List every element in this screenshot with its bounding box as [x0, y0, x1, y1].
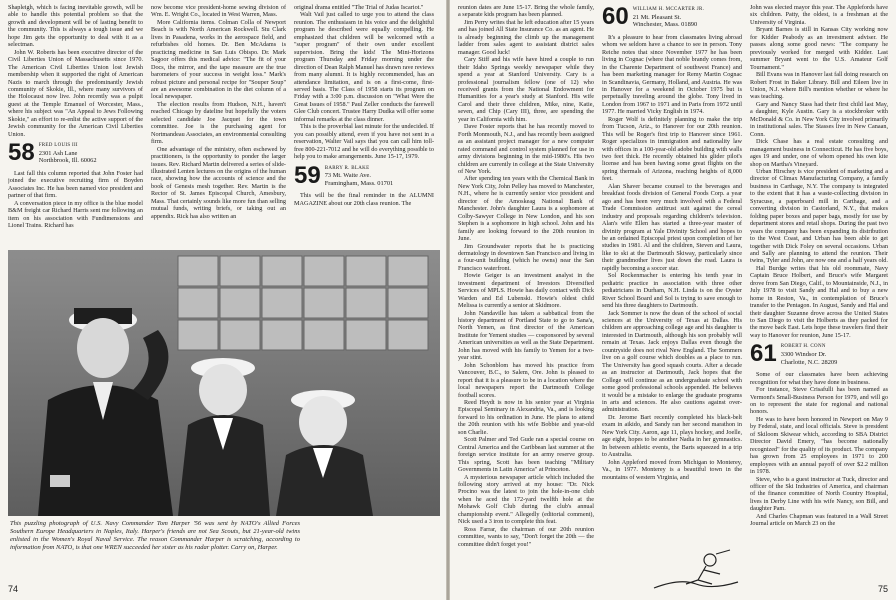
commander-harper-photo: [8, 250, 440, 516]
text-paragraph: Jack Sommer is now the dean of the school of social sciences at the University of Texas at Dallas. His children are approaching college age and his daughter is interested in Dartmouth, although his son probably will remain at Texas. Jack enjoys Dallas even though the countryside does not rival New England. The Sommers live on a golf course which doubles as a place to run. The University has good squash courts. After a decade as an instructor at Dartmouth, Jack hopes that the College will continue as an undergraduate school with some good professional schools appended. He believes it would be a mistake to enlarge the graduate programs in arts and sciences. He also cautions against over-administration.: [602, 309, 742, 414]
class-secretary-address: [39, 142, 97, 165]
address-line: Framingham, Mass. 01701: [324, 179, 394, 187]
text-paragraph: Last fall this column reported that John Foster had joined the executive recruiting firm of Boyden Associates Inc. He has been named vice president and partner of that firm.: [8, 169, 143, 200]
text-paragraph: Reed Heydt is now in his senior year at Virginia Episcopal Seminary in Alexandria, Va., and is looking forward to his ordination in June. He plans to attend the 20th reunion with his wife Bobbie and year-old son Charlie.: [458, 399, 594, 436]
class-year-number: 60: [602, 4, 629, 30]
class-secretary-address: [781, 343, 838, 366]
text-paragraph: Howie Geiger is an investment analyst in the investment department of Investors Diversified Services of MPLS. Howie has daily contact with Dick Warden and Ed Lubenski. Howie's oldest child Melissa is currently a senior at Skidmore.: [458, 272, 594, 310]
text-paragraph: Hal Burdge writes that his old roommate, Navy Captain Bruce Holbert, and Bruce's wife Margaret drove from San Diego, Calif., to Mountainside, N.J., in July 1978 to visit Sandy and Hal and to buy a new home in Reston, Va., in contemplation of Bruce's transfer to the Pentagon. In August, Sandy and Hal and their daughter Suzanne drove across the United States to San Diego to visit the Holberts as they packed for the move back East. Lets hope these travelers find their way to Hanover for reunion, June 15-17.: [750, 264, 888, 339]
address-line: 73 Mt. Waite Ave.: [324, 172, 371, 180]
text-paragraph: And Charles Chapman was featured in a Wall Street Journal article on March 23 on the: [750, 512, 888, 528]
text-paragraph: Dr. Jerome Bart recently completed his black-belt exam in aikido, and Sandy ran her second marathon in New York City. Aaron, age 11, plays hockey, and Joelle, age eight, hopes to be another Nadia in her gymnastics. In between athletic events, the Barts squeezed in a trip to Australia.: [602, 413, 742, 459]
text-paragraph: This will be the final reminder in the ALUMNI MAGAZINE about our 20th class reunion. The: [294, 192, 434, 207]
text-paragraph: For instance, Steve Crisafulli has been named as Vermont's Small-Business Person for 1979, and will go on to represent the state for regional and national honors.: [750, 386, 888, 416]
text-paragraph: John was elected mayor this year. The Applefords have six children. Patty, the oldest, is a freshman at the University of Virginia.: [750, 4, 888, 26]
sketch-illustration: [650, 548, 742, 592]
text-paragraph: Alan Shaver became counsel to the beverages and breakfast foods division of General Foods Corp. a year ago and has been very much involved with a Federal Trade Commission antitrust suit against the cereal industry and proposals regarding children's television. Alan's wife Ellen has started a three-year master of divinity program at Yale Divinity School and hopes to be an ordained Episcopal priest upon completion of her studies in 1981. Al and the children, Steven and Laura, like to ski at the Dartmouth Skiway, particularly since their grandmother lives just down the road. Laura is rapidly becoming a soccer star.: [602, 182, 742, 272]
right-column-3: [750, 4, 888, 584]
right-column-1: [458, 4, 594, 564]
text-paragraph: Some of our classmates have been achieving recognition for what they have done in business.: [750, 371, 888, 386]
text-paragraph: After spending ten years with the Chemical Bank in New York City, John Pelley has moved to Manchester, N.H., where he is currently senior vice president and director of the Amoskeag National Bank of Manchester. John's daughter Laura is a sophomore at Colby-Sawyer College in New London, and his son Stephen is a sophomore in high school. John and his family are looking forward to the 20th reunion in June.: [458, 175, 594, 243]
right-page: [450, 0, 896, 600]
text-paragraph: Shapleigh, which is facing inevitable growth, will be able to handle this potential problem so that the growth and development will be of lasting benefit to the community. This is always a tough issue and we hope Jim gets the opportunity to deal with it as a selectman.: [8, 4, 143, 49]
right-column-2: [602, 4, 742, 544]
class-note-59: [294, 161, 434, 189]
text-paragraph: The election results from Hudson, N.H., haven't reached Chicago by dateline but hopefully the voters selected candidate Joe Jacquet for the town committee. Joe is the purchasing agent for Nortmandeau Associates, an environmental consulting firm.: [151, 100, 286, 146]
text-paragraph: Dave Foster reports that he has recently moved to Forth Monmouth, N.J., and has recently been assigned as an assistant project manager for a new computer rated command and control system planned for use in army divisions beginning in the mid-1980's. His two children are currently in college at the State University of New York.: [458, 123, 594, 175]
text-paragraph: Steve, who is a guest instructor at Tuck, director and officer of the Ski Industries of America, and chairman of the finance committee of North Country Hospital, lives in Derby Line with his wife Nancy, son Bill, and daughter Pam.: [750, 475, 888, 513]
text-paragraph: Dick Chase has a real estate consulting and management business in Connecticut. He has five boys, ages 19 and under, one of whom opened his own kite shop on Martha's Vineyard.: [750, 138, 888, 168]
address-line: Charlotte, N.C. 28209: [780, 358, 838, 366]
left-column-2: [151, 4, 286, 250]
text-paragraph: Cary Stiff and his wife have hired a couple to run their Idaho Springs weekly newspaper while they spend a year at Stanford University. Cary is a professional journalism fellow (one of 12) who received grants from the National Endowment for Humanities for a year's study at Stanford. His wife Carol and their three children, Mike, nine, Katie, seven, and Chip (Cary III), three, are spending the year in California with him.: [458, 56, 594, 123]
class-year-number: 58: [8, 139, 35, 167]
class-year-number: 61: [750, 340, 777, 368]
secretary-name: FRED LOUIS III: [38, 143, 78, 149]
text-paragraph: John W. Roberts has been executive director of the Civil Liberties Union of Massachusetts since 1970. The American Civil Liberties Union lost Jewish membership when it supported the right of American Nazis to march through the predominantly Jewish community of Skokie, Ill., where many survivors of the Holocaust now live. John recently was a pulpit guest at the Temple Emanuel of Worcester, Mass., where his subject was "An Appeal to Jews Following Skokie," an effort to re-enlist the active support of the Jewish community for the American Civil Liberties Union.: [8, 48, 143, 138]
text-paragraph: Bryant Barnes is still in Kansas City working now for Kidder Peabody as an investment adviser. He passes along some good news: "The company he previously worked for merged with Kidder. Last summer Bryant went to the U.S. Amateur Golf Tournament.": [750, 26, 888, 71]
text-paragraph: John Schonblom has moved his practice from Vancouver, B.C., to Salem, Ore. John is pleased to report that it is a pleasure to be in a location where the local newspapers report the Dartmouth College football scores.: [458, 361, 594, 399]
class-note-58: [8, 139, 143, 167]
class-year-number: 59: [294, 161, 321, 189]
page-number: 75: [877, 584, 888, 594]
left-column-3: [294, 4, 434, 250]
page-number: 74: [8, 584, 19, 594]
text-paragraph: John Appleford moved from Michigan to Monterey, Va., in 1977. Monterey is a beautiful town in the mountains of western Virginia, and: [602, 458, 742, 481]
text-paragraph: Jim Groundwater reports that he is practicing dermatology in downtown San Francisco and living in a four-unit building (which he owns) near the San Francisco waterfront.: [458, 242, 594, 272]
text-paragraph: reunion dates are June 15-17. Bring the whole family, a separate kids program has been planned.: [458, 4, 594, 19]
text-paragraph: Ross Farrar, the chairman of our 20th reunion committee, wants to say, "Don't forget the 20th — the committee didn't forget you!": [458, 525, 594, 548]
class-secretary-address: [325, 165, 394, 188]
class-secretary-address: [633, 6, 704, 29]
text-paragraph: Scott Palmer and Ted Gude ran a special course on Central America and the Caribbean last summer at the foreign service institute for an army reserve group. This spring, Scott has been teaching "Military Governments in Latin America" at Princeton.: [458, 436, 594, 474]
text-paragraph: This is the proverbial last minute for the undecided. If you can possibly attend, even if you have not sent in a reservation, Walter Vail says that you can call him toll-free 800-221-7012 and he will do everything possible to help you to make arrangements. June 15-17, 1979.: [294, 123, 434, 161]
photo-caption: This puzzling photograph of U.S. Navy Commander Tom Harper '56 was sent by NATO's Allied Forces Southern Europe Headquarters in Naples, Italy. Harper's friends are not Sea Scouts, but 21-year-old twins enlisted in the Women's Royal Naval Service. The reason Commander Harper is scratching, according to information from NATO, is that one WREN succeeded her sister as his radar plotter. Carry on, Harper.: [10, 520, 300, 551]
text-paragraph: now become vice president-home sewing division of Wm. E. Wright Co., located in West Warren, Mass.: [151, 4, 286, 19]
text-paragraph: Gary and Nancy Stass had their first child last May, a daughter, Kyle Austin. Gary is a stockbroker with McDonald & Co. in New York City involved primarily in institutional sales. The Stasses live in New Canaan, Conn.: [750, 100, 888, 138]
text-paragraph: Bill Evans was in Hanover last fall doing research on Robert Frost in Baker Library. Bill and Eileen live in Union, N.J. where Bill's mention whether or where he was teaching.: [750, 71, 888, 101]
secretary-name: BARRY R. BLAKE: [324, 165, 370, 171]
class-note-60: [602, 6, 742, 29]
text-paragraph: original drama entitled "The Trial of Judas Iscariot.": [294, 4, 424, 11]
text-paragraph: Roger Wolf is definitely planning to make the trip from Tucson, Ariz., to Hanover for our 20th reunion. This will be Roger's first trip to Hanover since 1961. Roger specializes in immigration and nationality law with offices in a 100-year-old adobe building with walls two feet thick. He recently obtained his glider pilot's license and has been having some great flights on the spring thermals of Arizona, reaching heights of 8,000 feet.: [602, 115, 742, 183]
address-line: 2301 Ash Lane: [38, 149, 78, 157]
class-note-61: [750, 340, 888, 368]
text-paragraph: It's a pleasure to hear from classmates living abroad whom we seldom have a chance to see in person. Tony Reiche notes that since November 1977 he has been living in Cognac (where that noble brandy comes from, in the Charente Department of southwest France) and has been marketing manager for Remy Martin Cognac in Scandinavia, Germany, Holland, and Austria. He was in Hanover for a weekend in October 1975 but is perpetually traveling around the globe. Tony lived in London from 1967 to 1971 and in Paris from 1972 until 1977. He married Vicky English in 1974.: [602, 33, 742, 116]
text-paragraph: Urban Hirschey is vice president of marketing and a director of Climax Manufacturing Company, a family business in Carthage, N.Y. The company is integrated to the extent that it has a waste-collecting division in Syracuse, a paperboard mill in Carthage, and a converting division in Castorland, N.Y., that makes folding paper boxes and paper bags, mostly for use by department stores and retail shops. During the past two years the company has been expanding its distribution to the West Coast, and Urban has been able to get together with Dick Foley on several occasions. Urban and Sally are planning to attend the reunion. Their twins, Tyler and John, are now one and a half years old.: [750, 167, 888, 265]
address-line: Winchester, Mass. 01890: [632, 21, 698, 29]
text-paragraph: More California items. Colman Colla of Newport Beach is with North American Rockwell. Stu Clark lives in Pasadena, works in the aerospace field, and refurbishes old homes. Dr. Ben McAdams is practicing medicine in San Luis Obispo. Dr. Mark Sagoor offers this medical advice: "The fit of your Docs, the mirror, and the tape measure are the true barometers of your success in weight loss." Mark's robust picture and personal recipe for "Souper Soup" are an awesome combination in the diet column of a local newspaper.: [151, 18, 286, 101]
text-paragraph: Jim Perry writes that he left education after 15 years and has joined All State Insurance Co. as an agent. He is already beginning the climb up the management ladder from sales agent to assistant district sales manager. Good luck!: [458, 18, 594, 56]
text-paragraph: Walt Vail just called to urge you to attend the class reunion. The enthusiasm in his voice and the delightful program he described were equally compelling. He emphasized that children will be welcomed with a "super program" of their own under excellent supervision. Bring the kids! The Mini-Horizons program Thursday and Friday morning under the direction of Dean Ralph Manuel has drawn rave reviews from many alumni. It is highly recommended, has an attendance limitation, and is on a first-come, first-served basis. The Class of 1958 starts its program on Friday with a 3:00 p.m. discussion on "What Were the Great Issues of 1958." Paul Zeller conducts the farewell Glee Club concert. Trustee Harry Dudka will offer some informal remarks at the class dinner.: [294, 11, 434, 123]
text-paragraph: He was to have been honored in Newport on May 9 by Federal, state, and local officials. Steve is president of Skiloom Skiwear which, according to SBA District Director David Emery, "has become nationally recognized" for the quality of its product. The company has grown from 25 employees in 1971 to 200 employees with an annual payoff of over $2.2 million in 1978.: [750, 415, 888, 476]
left-column-1: [8, 4, 143, 250]
secretary-name: WILLIAM H. MCCARTER JR.: [632, 7, 705, 12]
address-line: Northbrook, Ill. 60062: [38, 157, 97, 165]
secretary-name: ROBERT H. CONN: [780, 344, 826, 350]
text-paragraph: John Nandaville has taken a sabbatical from the history department of Portland State to go to Sana'a, North Yemen, as first director of the American Institute for Yemeni studies — cosponsored by several American universities as well as the State Department. John has moved with his family to Yemen for a two-year stint.: [458, 309, 594, 362]
left-page: [0, 0, 446, 600]
text-paragraph: A mysterious newspaper article which included the following story arrived at my house: "Dr. Nick Procino was the latest to join the hole-in-one club when he aced the 172-yard twelfth hole at the Mohawk Golf Club during the club's annual championship event." Allegedly (editorial comment), Nick used a 3 iron to complete this feat.: [458, 473, 594, 526]
text-paragraph: Sol Rockenmacher is entering his tenth year in pediatric practice in association with three other pediatricians in Durham, N.H. Linda is on the Oyster River School Board and Sol is trying to save enough to send his three daughters to Dartmouth.: [602, 272, 742, 310]
text-paragraph: One advantage of the ministry, often eschewed by practitioners, is the opportunity to ponder the larger issues. Rev. Richard Martin delivered a series of slide-illustrated Lenten lectures on the origins of the human race, showing how the accounts of science and the book of Genesis mesh together. Rev. Martin is the Rector of St. James Episcopal Church, Amesbury, Mass. That certainly sounds like more fun than selling mutual funds, writing briefs, or taking out an appendix. Rick has also written an: [151, 145, 286, 220]
address-line: 3300 Windsor Dr.: [780, 350, 827, 358]
address-line: 21 Mt. Pleasant St.: [632, 13, 682, 21]
text-paragraph: A conversation piece in my office is the blue model B&M freight car Richard Harris sent me following an item on his association with Fundimensions and Lionel Trains. Richard has: [8, 199, 143, 230]
